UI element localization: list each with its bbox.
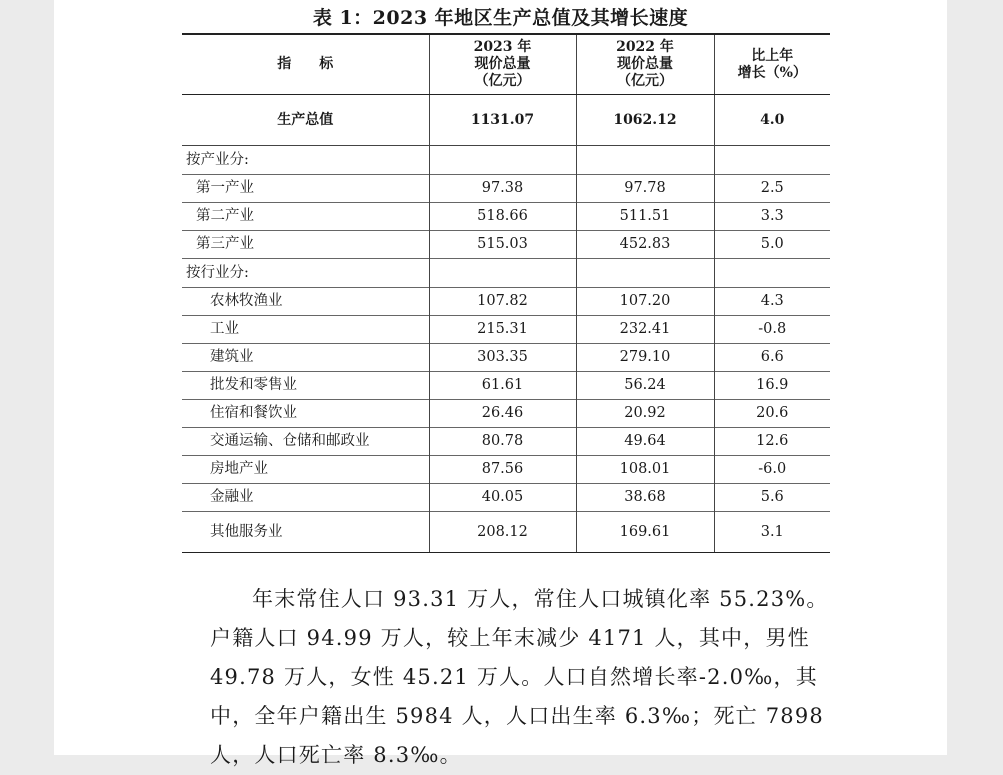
row-name: 交通运输、仓储和邮政业 [182,428,429,456]
table-row-total [182,95,830,146]
value-2022: 169.61 [576,512,714,553]
table-row [182,484,830,512]
section-label: 按行业分: [182,259,429,288]
value-growth: 4.0 [714,95,830,146]
header-2023: 2023 年 现价总量 （亿元） [429,34,576,95]
value-2023: 518.66 [429,203,576,231]
value-2023: 80.78 [429,428,576,456]
value-2022: 232.41 [576,316,714,344]
row-name: 金融业 [182,484,429,512]
value-2023: 215.31 [429,316,576,344]
value-2022: 108.01 [576,456,714,484]
value-growth: 20.6 [714,400,830,428]
value-2022: 20.92 [576,400,714,428]
value-2023: 208.12 [429,512,576,553]
value-growth: 5.6 [714,484,830,512]
table-row [182,512,830,553]
header-2022: 2022 年 现价总量 （亿元） [576,34,714,95]
value-2023: 26.46 [429,400,576,428]
value-2023: 1131.07 [429,95,576,146]
document-page [54,0,947,767]
value-2023: 61.61 [429,372,576,400]
row-name: 第三产业 [182,231,429,259]
value-growth: -0.8 [714,316,830,344]
table-title: 表 1：2023 年地区生产总值及其增长速度 [312,7,689,29]
value-growth: 3.1 [714,512,830,553]
value-growth: 2.5 [714,175,830,203]
value-2022: 49.64 [576,428,714,456]
value-2023: 87.56 [429,456,576,484]
value-2022: 38.68 [576,484,714,512]
row-name: 建筑业 [182,344,429,372]
row-name: 批发和零售业 [182,372,429,400]
row-name: 其他服务业 [182,512,429,553]
table-row [182,372,830,400]
row-name: 工业 [182,316,429,344]
value-2022: 56.24 [576,372,714,400]
table-row [182,428,830,456]
value-2023: 515.03 [429,231,576,259]
gdp-table [182,33,830,553]
table-row [182,316,830,344]
table-row [182,175,830,203]
value-growth: 5.0 [714,231,830,259]
header-growth: 比上年 增长（%） [714,34,830,95]
value-2022: 279.10 [576,344,714,372]
value-2023: 40.05 [429,484,576,512]
row-name: 第二产业 [182,203,429,231]
value-2022: 97.78 [576,175,714,203]
table-row [182,456,830,484]
row-name: 第一产业 [182,175,429,203]
population-paragraph: 年末常住人口 93.31 万人，常住人口城镇化率 55.23%。户籍人口 94.99 万人，较上年末减少 4171 人，其中，男性 49.78 万人，女性 45.21 万人。人口自然增长率-2.0‰，其中，全年户籍出生 5984 人，人口出生率 6.3‰；死亡 7898 人，人口死亡率 8.3‰。 [210,587,829,767]
value-growth: 12.6 [714,428,830,456]
table-row [182,400,830,428]
row-name: 生产总值 [182,95,429,146]
value-2023: 303.35 [429,344,576,372]
value-growth: 6.6 [714,344,830,372]
value-2022: 511.51 [576,203,714,231]
section-row-industry [182,146,830,175]
value-growth: 3.3 [714,203,830,231]
table-row [182,203,830,231]
row-name: 农林牧渔业 [182,288,429,316]
value-growth: 4.3 [714,288,830,316]
value-2022: 452.83 [576,231,714,259]
section-row-sector [182,259,830,288]
header-indicator: 指 标 [182,34,429,95]
value-2022: 107.20 [576,288,714,316]
table-row [182,288,830,316]
value-2023: 107.82 [429,288,576,316]
value-2023: 97.38 [429,175,576,203]
section-label: 按产业分: [186,151,249,168]
value-growth: -6.0 [714,456,830,484]
table-row [182,231,830,259]
row-name: 住宿和餐饮业 [182,400,429,428]
table-row [182,344,830,372]
header-row [182,34,830,95]
row-name: 房地产业 [182,456,429,484]
value-2022: 1062.12 [576,95,714,146]
value-growth: 16.9 [714,372,830,400]
